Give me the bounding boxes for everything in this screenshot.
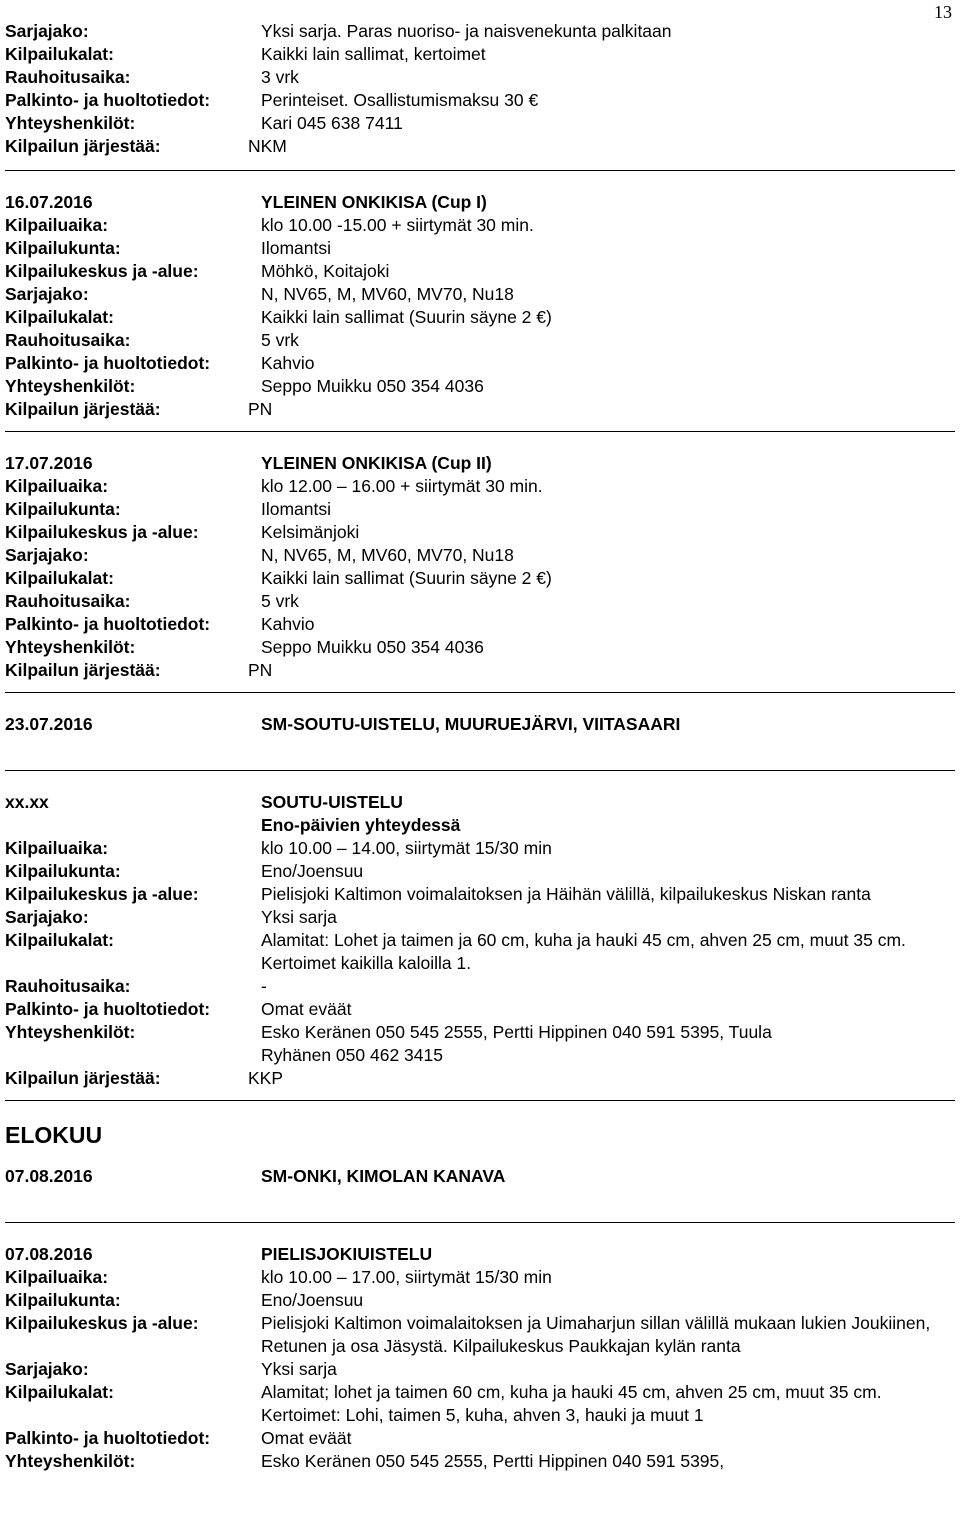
detail-row (5, 66, 955, 89)
field-value: Kaikki lain sallimat (Suurin säyne 2 €) (261, 568, 552, 588)
field-value: Ilomantsi (261, 238, 332, 258)
field-label: Yhteyshenkilöt: (5, 1022, 136, 1042)
field-value: KKP (248, 1068, 284, 1088)
field-value: klo 10.00 – 17.00, siirtymät 15/30 min (261, 1267, 552, 1287)
event-pielisjokiuistelu (5, 1243, 955, 1473)
detail-row (5, 475, 955, 498)
detail-row (5, 214, 955, 237)
field-label: Kilpailukunta: (5, 238, 121, 258)
field-label: Palkinto- ja huoltotiedot: (5, 999, 211, 1019)
event-header (5, 713, 955, 736)
divider (5, 431, 955, 432)
field-value: Omat eväät (261, 1428, 352, 1448)
field-label: Rauhoitusaika: (5, 67, 131, 87)
field-value: klo 10.00 -15.00 + siirtymät 30 min. (261, 215, 534, 235)
field-label: Sarjajako: (5, 1359, 89, 1379)
detail-row (5, 1427, 955, 1450)
event-date: 07.08.2016 (5, 1166, 93, 1186)
field-label: Kilpailuaika: (5, 838, 109, 858)
field-value: Esko Keränen 050 545 2555, Pertti Hippinen 040 591 5395, Tuula Ryhänen 050 462 3415 (261, 1022, 772, 1065)
field-label: Kilpailun järjestää: (5, 660, 161, 680)
detail-row (5, 590, 955, 613)
detail-row (5, 1021, 955, 1067)
field-value: PN (248, 399, 273, 419)
field-value: Alamitat: Lohet ja taimen ja 60 cm, kuha ja hauki 45 cm, ahven 25 cm, muut 35 cm. Kertoimet kaikilla kaloilla 1. (261, 930, 906, 973)
field-value: Möhkö, Koitajoki (261, 261, 390, 281)
detail-row (5, 544, 955, 567)
field-value: Kelsimänjoki (261, 522, 360, 542)
field-label: Rauhoitusaika: (5, 976, 131, 996)
field-label: Yhteyshenkilöt: (5, 376, 136, 396)
field-value: Kaikki lain sallimat, kertoimet (261, 44, 486, 64)
field-label: Kilpailukeskus ja -alue: (5, 261, 199, 281)
month-heading: ELOKUU (5, 1122, 103, 1148)
detail-row (5, 352, 955, 375)
field-label: Palkinto- ja huoltotiedot: (5, 90, 211, 110)
field-value: - (261, 976, 267, 996)
divider (5, 770, 955, 771)
field-value: Eno/Joensuu (261, 861, 364, 881)
event-date: xx.xx (5, 792, 49, 812)
field-label: Sarjajako: (5, 21, 89, 41)
detail-row (5, 929, 955, 975)
event-header (5, 1165, 955, 1188)
event-cup-1 (5, 191, 955, 421)
detail-row (5, 906, 955, 929)
detail-row (5, 43, 955, 66)
event-date: 16.07.2016 (5, 192, 93, 212)
field-value: Kaikki lain sallimat (Suurin säyne 2 €) (261, 307, 552, 327)
detail-row (5, 1266, 955, 1289)
field-value: klo 12.00 – 16.00 + siirtymät 30 min. (261, 476, 543, 496)
event-subheader (5, 814, 955, 837)
field-label: Kilpailukalat: (5, 930, 114, 950)
field-value: Kahvio (261, 353, 315, 373)
field-label: Kilpailukalat: (5, 44, 114, 64)
field-value: 5 vrk (261, 330, 299, 350)
detail-row (5, 260, 955, 283)
event-header (5, 791, 955, 814)
detail-row (5, 398, 955, 421)
field-label: Kilpailun järjestää: (5, 399, 161, 419)
field-label: Kilpailun järjestää: (5, 136, 161, 156)
divider (5, 1222, 955, 1223)
event-sm-soutu-uistelu (5, 713, 955, 736)
field-label: Kilpailukeskus ja -alue: (5, 884, 199, 904)
detail-row (5, 329, 955, 352)
field-value: klo 10.00 – 14.00, siirtymät 15/30 min (261, 838, 552, 858)
field-value: Kari 045 638 7411 (261, 113, 403, 133)
event-header (5, 1243, 955, 1266)
event-header (5, 191, 955, 214)
detail-row (5, 1067, 955, 1090)
detail-row (5, 1450, 955, 1473)
page-number: 13 (934, 2, 952, 22)
event-date: 23.07.2016 (5, 714, 93, 734)
field-value: Omat eväät (261, 999, 352, 1019)
field-label: Kilpailun järjestää: (5, 1068, 161, 1088)
document-body (5, 20, 955, 1473)
field-label: Kilpailukalat: (5, 568, 114, 588)
detail-row (5, 237, 955, 260)
detail-row (5, 659, 955, 682)
field-value: Esko Keränen 050 545 2555, Pertti Hippinen 040 591 5395, (261, 1451, 725, 1471)
field-value: NKM (248, 136, 287, 156)
field-label: Sarjajako: (5, 284, 89, 304)
event-title: PIELISJOKIUISTELU (261, 1244, 433, 1264)
detail-row (5, 998, 955, 1021)
field-label: Kilpailuaika: (5, 215, 109, 235)
detail-row (5, 613, 955, 636)
field-label: Kilpailuaika: (5, 476, 109, 496)
field-label: Kilpailuaika: (5, 1267, 109, 1287)
field-value: 3 vrk (261, 67, 299, 87)
event-sm-onki (5, 1165, 955, 1188)
field-value: Seppo Muikku 050 354 4036 (261, 637, 484, 657)
detail-row (5, 860, 955, 883)
field-label: Sarjajako: (5, 907, 89, 927)
detail-row (5, 1312, 955, 1358)
detail-row (5, 1358, 955, 1381)
field-value: Eno/Joensuu (261, 1290, 364, 1310)
field-label: Sarjajako: (5, 545, 89, 565)
field-label: Yhteyshenkilöt: (5, 637, 136, 657)
divider (5, 170, 955, 171)
field-label: Kilpailukunta: (5, 861, 121, 881)
event-header (5, 452, 955, 475)
detail-row (5, 1381, 955, 1427)
detail-row (5, 1289, 955, 1312)
divider (5, 692, 955, 693)
event-cup-2 (5, 452, 955, 682)
field-value: Yksi sarja (261, 1359, 337, 1379)
field-label: Kilpailukunta: (5, 499, 121, 519)
field-value: Yksi sarja (261, 907, 337, 927)
top-block (5, 20, 955, 158)
detail-row (5, 636, 955, 659)
event-title: YLEINEN ONKIKISA (Cup I) (261, 192, 487, 212)
field-label: Rauhoitusaika: (5, 591, 131, 611)
field-value: PN (248, 660, 273, 680)
field-value: Pielisjoki Kaltimon voimalaitoksen ja Häihän välillä, kilpailukeskus Niskan ranta (261, 884, 871, 904)
field-value: N, NV65, M, MV60, MV70, Nu18 (261, 284, 514, 304)
detail-row (5, 498, 955, 521)
field-label: Palkinto- ja huoltotiedot: (5, 614, 211, 634)
detail-row (5, 306, 955, 329)
field-value: 5 vrk (261, 591, 299, 611)
field-value: Ilomantsi (261, 499, 332, 519)
field-label: Kilpailukalat: (5, 1382, 114, 1402)
detail-row (5, 375, 955, 398)
detail-row (5, 283, 955, 306)
divider (5, 1100, 955, 1101)
field-label: Kilpailukunta: (5, 1290, 121, 1310)
event-date: 17.07.2016 (5, 453, 93, 473)
detail-row (5, 20, 955, 43)
event-date: 07.08.2016 (5, 1244, 93, 1264)
detail-row (5, 837, 955, 860)
field-label: Yhteyshenkilöt: (5, 1451, 136, 1471)
field-value: Yksi sarja. Paras nuoriso- ja naisvenekunta palkitaan (261, 21, 672, 41)
event-soutu-uistelu (5, 791, 955, 1090)
field-label: Rauhoitusaika: (5, 330, 131, 350)
field-value: Seppo Muikku 050 354 4036 (261, 376, 484, 396)
detail-row (5, 883, 955, 906)
event-title: SM-ONKI, KIMOLAN KANAVA (261, 1166, 506, 1186)
field-label: Palkinto- ja huoltotiedot: (5, 1428, 211, 1448)
detail-row (5, 112, 955, 135)
detail-row (5, 89, 955, 112)
field-label: Yhteyshenkilöt: (5, 113, 136, 133)
field-value: Pielisjoki Kaltimon voimalaitoksen ja Uimaharjun sillan välillä mukaan lukien Joukiinen, Retunen ja osa Jäsystä. Kilpailukeskus Paukkajan kylän ranta (261, 1313, 931, 1356)
detail-row (5, 567, 955, 590)
field-value: N, NV65, M, MV60, MV70, Nu18 (261, 545, 514, 565)
field-value: Alamitat; lohet ja taimen 60 cm, kuha ja hauki 45 cm, ahven 25 cm, muut 35 cm. Kertoimet: Lohi, taimen 5, kuha, ahven 3, hauki ja muut 1 (261, 1382, 882, 1425)
field-value: Kahvio (261, 614, 315, 634)
detail-row (5, 135, 955, 158)
event-title: SOUTU-UISTELU (261, 792, 403, 812)
field-label: Kilpailukeskus ja -alue: (5, 522, 199, 542)
event-subtitle: Eno-päivien yhteydessä (261, 815, 461, 835)
field-label: Kilpailukeskus ja -alue: (5, 1313, 199, 1333)
detail-row (5, 975, 955, 998)
field-label: Palkinto- ja huoltotiedot: (5, 353, 211, 373)
detail-row (5, 521, 955, 544)
event-title: YLEINEN ONKIKISA (Cup II) (261, 453, 492, 473)
field-value: Perinteiset. Osallistumismaksu 30 € (261, 90, 539, 110)
field-label: Kilpailukalat: (5, 307, 114, 327)
event-title: SM-SOUTU-UISTELU, MUURUEJÄRVI, VIITASAARI (261, 714, 681, 734)
